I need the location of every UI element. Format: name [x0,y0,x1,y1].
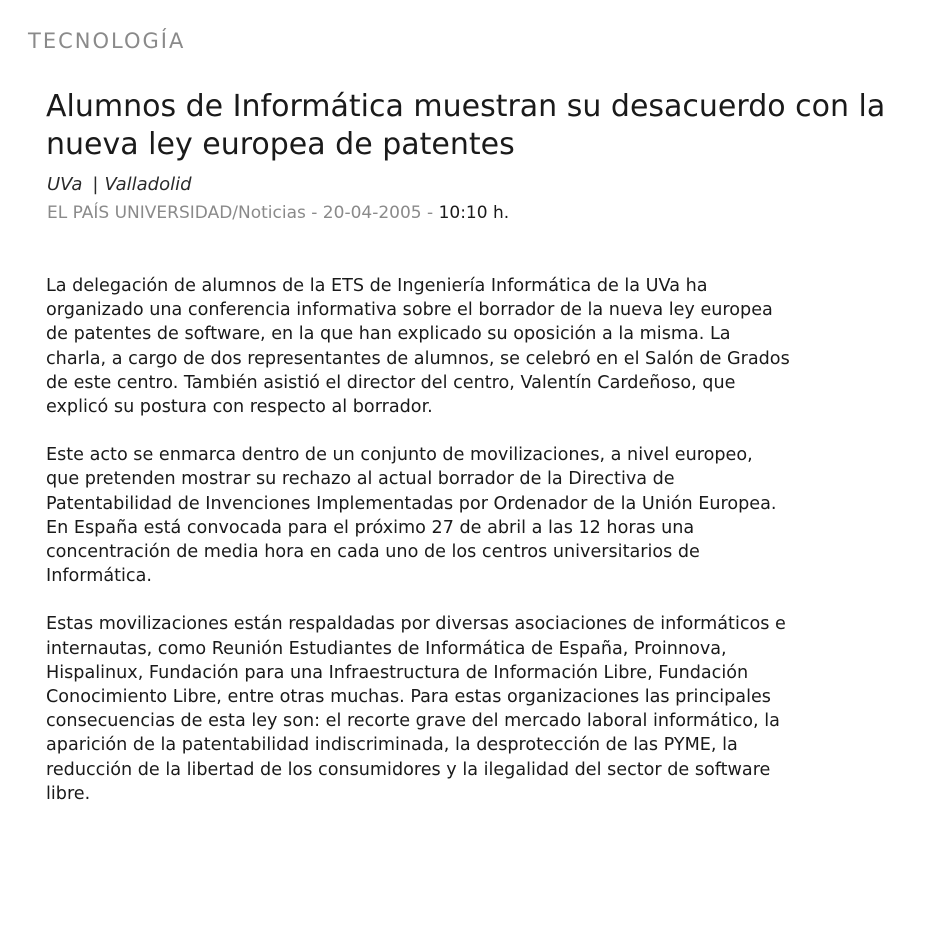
headline-line: Alumnos de Informática muestran su desacuerdo con la [46,89,886,124]
byline-place: Valladolid [104,174,192,195]
byline [47,174,192,196]
text-line: Estas movilizaciones están respaldadas por diversas asociaciones de informáticos e [46,614,786,635]
text-line: organizado una conferencia informativa sobre el borrador de la nueva ley europea [46,300,773,321]
byline-separator: | [92,174,99,195]
text-line: internautas, como Reunión Estudiantes de Informática de España, Proinnova, [46,638,727,659]
section-label: TECNOLOGÍA [28,29,186,53]
text-line: En España está convocada para el próximo 27 de abril a las 12 horas una [46,517,695,538]
text-line: La delegación de alumnos de la ETS de Ingeniería Informática de la UVa ha [46,276,708,296]
byline-author: UVa [47,174,83,195]
text-line: Patentabilidad de Invenciones Implementadas por Ordenador de la Unión Europea. [46,493,777,514]
text-line: explicó su postura con respecto al borrador. [46,397,433,418]
source-label: EL PAÍS UNIVERSIDAD/Noticias - 20-04-2005 - [47,203,439,223]
text-line: concentración de media hora en cada uno de los centros universitarios de [46,542,700,563]
text-line: de patentes de software, en la que han explicado su oposición a la misma. La [46,324,731,345]
text-line: reducción de la libertad de los consumidores y la ilegalidad del sector de software [46,759,771,780]
paragraph [46,443,926,588]
text-line: Hispalinux, Fundación para una Infraestructura de Información Libre, Fundación [46,662,749,683]
text-line: Conocimiento Libre, entre otras muchas. Para estas organizaciones las principales [46,687,771,708]
text-line: que pretenden mostrar su rechazo al actual borrador de la Directiva de [46,469,675,490]
source-dateline [47,202,509,224]
paragraph [46,612,926,806]
publication-time: 10:10 h. [438,203,510,223]
text-line: consecuencias de esta ley son: el recorte grave del mercado laboral informático, la [46,711,780,732]
article-headline [46,88,926,164]
text-line: libre. [46,783,91,804]
text-line: aparición de la patentabilidad indiscriminada, la desprotección de las PYME, la [46,735,738,756]
headline-line: nueva ley europea de patentes [46,127,515,162]
text-line: Informática. [46,566,152,587]
paragraph [46,274,926,419]
text-line: de este centro. También asistió el director del centro, Valentín Cardeñoso, que [46,372,736,393]
text-line: Este acto se enmarca dentro de un conjunto de movilizaciones, a nivel europeo, [46,445,753,466]
article-body [46,274,926,830]
text-line: charla, a cargo de dos representantes de alumnos, se celebró en el Salón de Grados [46,348,790,369]
